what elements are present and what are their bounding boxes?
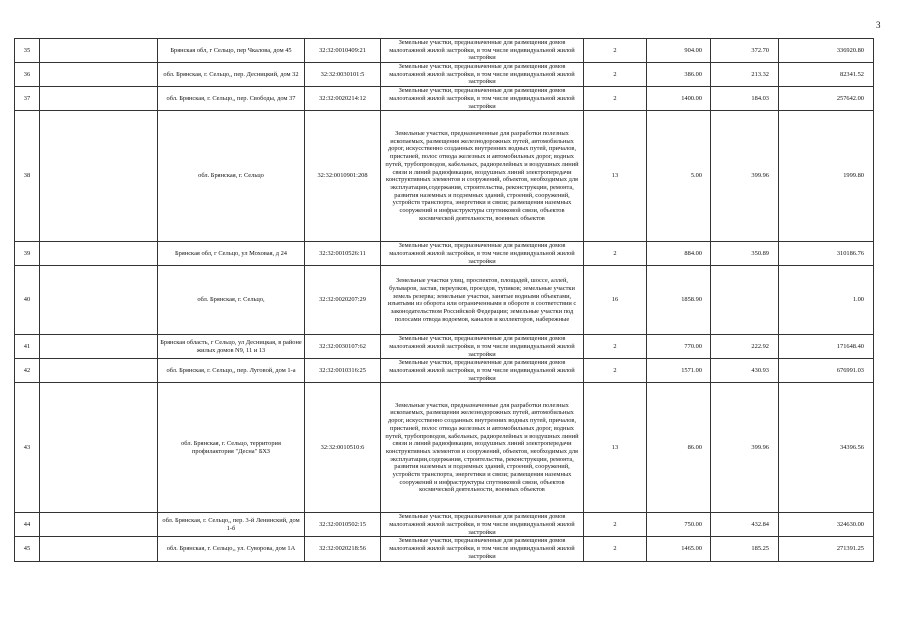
group-code-cell: 2 [584,513,647,537]
cadastral-number-cell: 32:32:0010526:11 [305,242,381,266]
address-cell: обл. Брянская, г. Сельцо, территория профилактория "Десна" БХЗ [158,383,305,513]
land-use-purpose-cell: Земельные участки, предназначенные для размещения домов малоэтажной жилой застройки, в том числе индивидуальной жилой застройки [381,63,584,87]
cadastral-value-cell: 34396.56 [779,383,874,513]
land-plots-table [14,38,874,562]
land-use-purpose-cell: Земельные участки улиц, проспектов, площадей, шоссе, аллей, бульваров, застав, переулков, проездов, тупиков; земельные участки земель резерва; земельные участки, занятые водными объектами, изъятыми из оборота или ограниченными в обороте в соответствии с законодательством Российской Федерации; земельные участки под полосами отвода водоемов, каналов и коллекторов, набережные [381,266,584,335]
area-cell: 386.00 [647,63,711,87]
blank-cell [40,513,158,537]
unit-value-cell: 399.96 [711,111,779,242]
address-cell: обл. Брянская, г. Сельцо [158,111,305,242]
address-cell: обл. Брянская, г. Сельцо, [158,266,305,335]
table-row [15,242,874,266]
address-cell: Брянская обл, г Сельцо, пер Чкалова, дом 45 [158,39,305,63]
blank-cell [40,266,158,335]
address-cell: обл. Брянская, г. Сельцо,, пер. Луговой, дом 1-а [158,359,305,383]
group-code-cell: 16 [584,266,647,335]
cadastral-number-cell: 32:32:0020218:56 [305,537,381,561]
index-cell: 36 [15,63,40,87]
index-cell: 45 [15,537,40,561]
area-cell: 884.00 [647,242,711,266]
cadastral-value-cell: 310186.76 [779,242,874,266]
index-cell: 39 [15,242,40,266]
table-row [15,39,874,63]
address-cell: Брянская область, г Сельцо, ул Десницкая, в районе жилых домов N9, 11 и 13 [158,335,305,359]
unit-value-cell: 372.70 [711,39,779,63]
table-row [15,537,874,561]
group-code-cell: 13 [584,111,647,242]
cadastral-number-cell: 32:32:0010502:15 [305,513,381,537]
table-row [15,359,874,383]
blank-cell [40,39,158,63]
blank-cell [40,87,158,111]
index-cell: 42 [15,359,40,383]
group-code-cell: 2 [584,242,647,266]
index-cell: 41 [15,335,40,359]
blank-cell [40,359,158,383]
address-cell: обл. Брянская, г. Сельцо,, пер. 3-й Ленинский, дом 1-б [158,513,305,537]
table-row [15,335,874,359]
area-cell: 86.00 [647,383,711,513]
area-cell: 904.00 [647,39,711,63]
page-number: 3 [876,20,881,30]
index-cell: 37 [15,87,40,111]
unit-value-cell: 213.32 [711,63,779,87]
group-code-cell: 13 [584,383,647,513]
index-cell: 35 [15,39,40,63]
group-code-cell: 2 [584,87,647,111]
land-use-purpose-cell: Земельные участки, предназначенные для размещения домов малоэтажной жилой застройки, в том числе индивидуальной жилой застройки [381,335,584,359]
unit-value-cell: 432.84 [711,513,779,537]
unit-value-cell: 430.93 [711,359,779,383]
group-code-cell: 2 [584,537,647,561]
address-cell: обл. Брянская, г. Сельцо,, пер. Свободы, дом 37 [158,87,305,111]
group-code-cell: 2 [584,39,647,63]
cadastral-value-cell: 271391.25 [779,537,874,561]
blank-cell [40,537,158,561]
blank-cell [40,111,158,242]
cadastral-value-cell: 257642.00 [779,87,874,111]
cadastral-number-cell: 32:32:0010409:21 [305,39,381,63]
land-use-purpose-cell: Земельные участки, предназначенные для размещения домов малоэтажной жилой застройки, в том числе индивидуальной жилой застройки [381,39,584,63]
cadastral-value-cell: 324630.00 [779,513,874,537]
land-use-purpose-cell: Земельные участки, предназначенные для размещения домов малоэтажной жилой застройки, в том числе индивидуальной жилой застройки [381,537,584,561]
blank-cell [40,242,158,266]
blank-cell [40,335,158,359]
cadastral-value-cell: 1.00 [779,266,874,335]
unit-value-cell: 185.25 [711,537,779,561]
land-use-purpose-cell: Земельные участки, предназначенные для размещения домов малоэтажной жилой застройки, в том числе индивидуальной жилой застройки [381,87,584,111]
table-row [15,513,874,537]
table-row [15,383,874,513]
land-use-purpose-cell: Земельные участки, предназначенные для размещения домов малоэтажной жилой застройки, в том числе индивидуальной жилой застройки [381,359,584,383]
unit-value-cell: 222.92 [711,335,779,359]
area-cell: 1400.00 [647,87,711,111]
area-cell: 750.00 [647,513,711,537]
cadastral-value-cell: 171648.40 [779,335,874,359]
area-cell: 1571.00 [647,359,711,383]
index-cell: 44 [15,513,40,537]
table-row [15,87,874,111]
index-cell: 38 [15,111,40,242]
table-row [15,111,874,242]
cadastral-number-cell: 32:32:0030107:62 [305,335,381,359]
cadastral-number-cell: 32:32:0010316:25 [305,359,381,383]
area-cell: 5.00 [647,111,711,242]
land-use-purpose-cell: Земельные участки, предназначенные для разработки полезных ископаемых, размещения железнодорожных путей, автомобильных дорог, искусственно созданных внутренних водных путей, причалов, пристаней, полос отвода железных и автомобильных дорог, водных путей, трубопроводов, кабельных, радиорелейных и воздушных линий связи и линий радиофикации, воздушных линий электропередачи конструктивных элементов и сооружений, объектов, необходимых для эксплуатации,содержания, строительства, реконструкции, ремонта, развития наземных и подземных зданий, строений, сооружений, устройств транспорта, энергетики и связи; размещения наземных сооружений и инфраструктуры спутниковой связи, объектов космической деятельности, военных объектов [381,383,584,513]
unit-value-cell: 399.96 [711,383,779,513]
unit-value-cell [711,266,779,335]
group-code-cell: 2 [584,335,647,359]
blank-cell [40,63,158,87]
unit-value-cell: 350.89 [711,242,779,266]
area-cell: 1465.00 [647,537,711,561]
table-row [15,63,874,87]
land-use-purpose-cell: Земельные участки, предназначенные для размещения домов малоэтажной жилой застройки, в том числе индивидуальной жилой застройки [381,513,584,537]
address-cell: обл. Брянская, г. Сельцо,, ул. Суворова, дом 1А [158,537,305,561]
index-cell: 43 [15,383,40,513]
land-use-purpose-cell: Земельные участки, предназначенные для разработки полезных ископаемых, размещения железнодорожных путей, автомобильных дорог, искусственно созданных внутренних водных путей, причалов, пристаней, полос отвода железных и автомобильных дорог, водных путей, трубопроводов, кабельных, радиорелейных и воздушных линий связи и линий радиофикации, воздушных линий электропередачи конструктивных элементов и сооружений, объектов, необходимых для эксплуатации,содержания, строительства, реконструкции, ремонта, развития наземных и подземных зданий, строений, сооружений, устройств транспорта, энергетики и связи; размещения наземных сооружений и инфраструктуры спутниковой связи, объектов космической деятельности, военных объектов [381,111,584,242]
group-code-cell: 2 [584,359,647,383]
area-cell: 1858.90 [647,266,711,335]
unit-value-cell: 184.03 [711,87,779,111]
cadastral-number-cell: 32:32:0020207:29 [305,266,381,335]
blank-cell [40,383,158,513]
address-cell: Брянская обл, г Сельцо, ул Моховая, д 24 [158,242,305,266]
land-use-purpose-cell: Земельные участки, предназначенные для размещения домов малоэтажной жилой застройки, в том числе индивидуальной жилой застройки [381,242,584,266]
cadastral-value-cell: 1999.80 [779,111,874,242]
group-code-cell: 2 [584,63,647,87]
address-cell: обл. Брянская, г. Сельцо,, пер. Десницкий, дом 32 [158,63,305,87]
table-row [15,266,874,335]
cadastral-number-cell: 32:32:0030101:5 [305,63,381,87]
cadastral-number-cell: 32:32:0020214:12 [305,87,381,111]
cadastral-value-cell: 336920.80 [779,39,874,63]
index-cell: 40 [15,266,40,335]
cadastral-number-cell: 32:32:0010510:6 [305,383,381,513]
cadastral-number-cell: 32:32:0010901:208 [305,111,381,242]
cadastral-value-cell: 82341.52 [779,63,874,87]
area-cell: 770.00 [647,335,711,359]
cadastral-value-cell: 676991.03 [779,359,874,383]
